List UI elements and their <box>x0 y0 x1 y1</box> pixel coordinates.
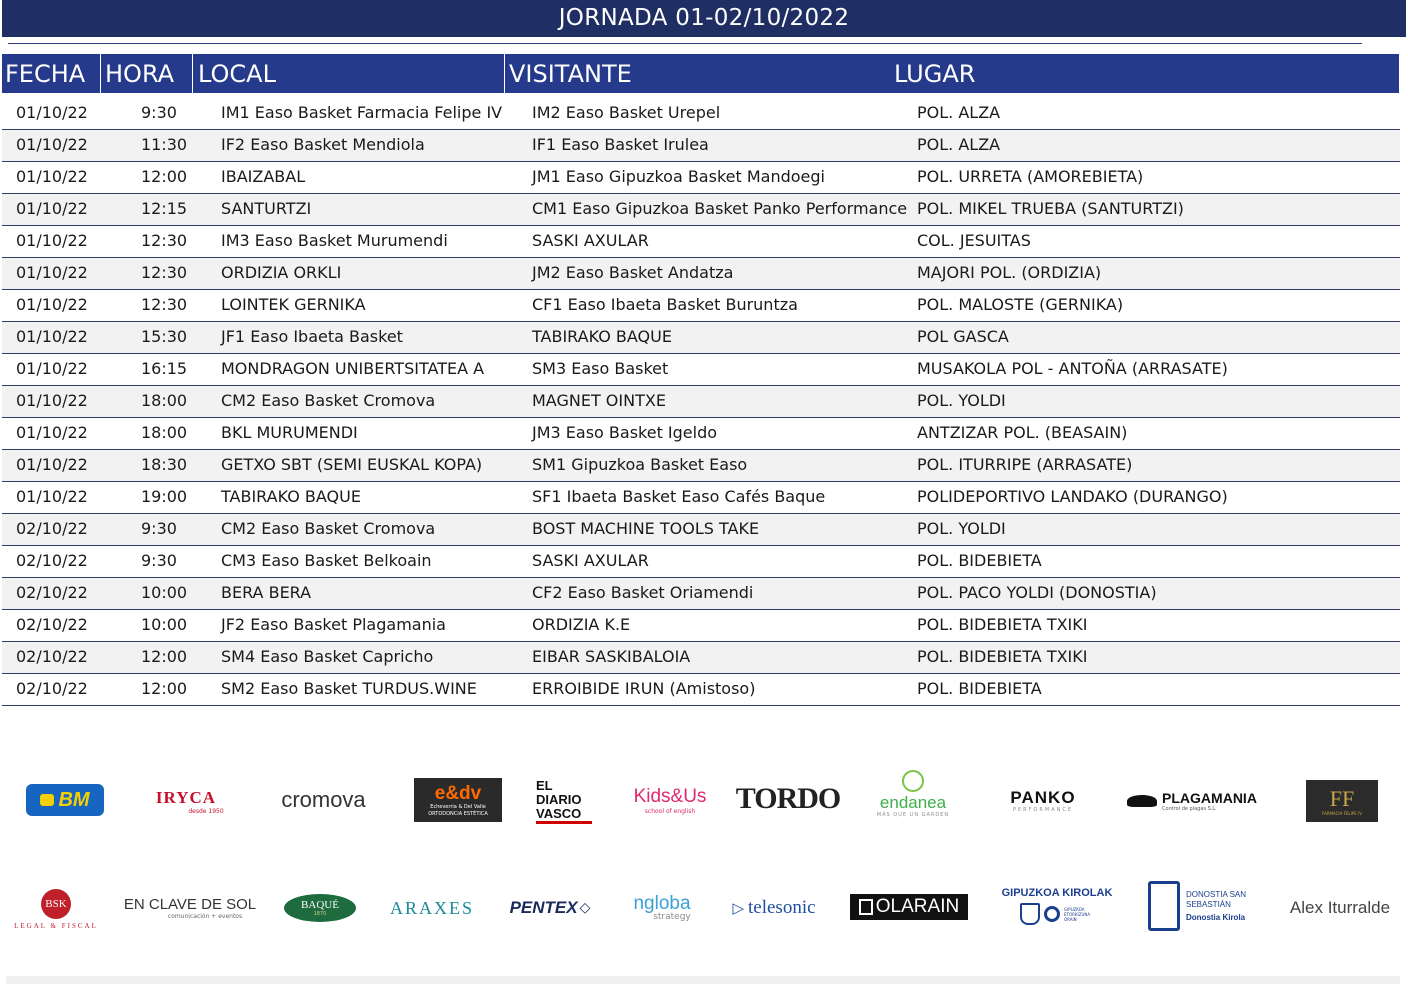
table-row <box>2 642 1400 674</box>
fecha-cell: 02/10/22 <box>16 615 88 634</box>
fecha-cell: 01/10/22 <box>16 231 88 250</box>
visitante-cell: CM1 Easo Gipuzkoa Basket Panko Performance <box>532 199 908 218</box>
fecha-cell: 01/10/22 <box>16 455 88 474</box>
lugar-cell: POL. BIDEBIETA <box>917 551 1042 570</box>
tordo-logo: TORDO <box>735 782 841 815</box>
hora-cell: 12:00 <box>141 167 188 186</box>
hora-cell: 9:30 <box>141 551 177 570</box>
table-row <box>2 290 1400 322</box>
lugar-cell: POL. BIDEBIETA <box>917 679 1042 698</box>
hora-cell: 16:15 <box>141 359 188 378</box>
lugar-cell: POL. MIKEL TRUEBA (SANTURTZI) <box>917 199 1184 218</box>
table-row <box>2 418 1400 450</box>
local-cell: SM4 Easo Basket Capricho <box>221 647 434 666</box>
header-divider <box>504 54 505 93</box>
page-title: JORNADA 01-02/10/2022 <box>2 0 1406 37</box>
fecha-cell: 02/10/22 <box>16 647 88 666</box>
hora-cell: 12:00 <box>141 679 188 698</box>
plagamania-icon <box>1127 795 1157 807</box>
lugar-cell: ANTZIZAR POL. (BEASAIN) <box>917 423 1128 442</box>
telesonic-logo: ▷ telesonic <box>732 897 816 918</box>
fecha-cell: 02/10/22 <box>16 519 88 538</box>
olarain-icon <box>859 899 873 915</box>
visitante-cell: IM2 Easo Basket Urepel <box>532 103 721 122</box>
local-cell: CM2 Easo Basket Cromova <box>221 519 436 538</box>
local-cell: SANTURTZI <box>221 199 312 218</box>
local-cell: TABIRAKO BAQUE <box>221 487 361 506</box>
hora-cell: 12:30 <box>141 231 188 250</box>
table-row <box>2 98 1400 130</box>
local-cell: MONDRAGON UNIBERTSITATEA A <box>221 359 485 378</box>
lugar-cell: POL GASCA <box>917 327 1009 346</box>
farmacia-logo: FF FARMACIA FELIPE IV <box>1306 780 1378 822</box>
plagamania-logo: PLAGAMANIA Control de plagas S.L. <box>1122 786 1262 816</box>
fecha-cell: 01/10/22 <box>16 103 88 122</box>
local-cell: BKL MURUMENDI <box>221 423 358 442</box>
table-row <box>2 674 1400 706</box>
kids-us-logo: Kids&Us school of english <box>633 785 707 815</box>
table-row <box>2 386 1400 418</box>
hora-cell: 12:15 <box>141 199 188 218</box>
table-row <box>2 162 1400 194</box>
fecha-cell: 01/10/22 <box>16 327 88 346</box>
local-cell: IF2 Easo Basket Mendiola <box>221 135 425 154</box>
table-row <box>2 322 1400 354</box>
hora-cell: 15:30 <box>141 327 188 346</box>
table-row <box>2 610 1400 642</box>
en-clave-de-sol-logo: EN CLAVE DE SOL comunicación + eventos <box>123 895 257 920</box>
local-cell: JF1 Easo Ibaeta Basket <box>221 327 403 346</box>
play-icon: ▷ <box>732 899 744 917</box>
diario-vasco-logo: EL DIARIO VASCO <box>534 776 594 826</box>
fecha-cell: 01/10/22 <box>16 487 88 506</box>
table-row <box>2 514 1400 546</box>
fecha-cell: 02/10/22 <box>16 679 88 698</box>
fecha-cell: 01/10/22 <box>16 359 88 378</box>
visitante-cell: CF1 Easo Ibaeta Basket Buruntza <box>532 295 798 314</box>
header-lugar: LUGAR <box>894 60 976 88</box>
local-cell: CM2 Easo Basket Cromova <box>221 391 436 410</box>
fecha-cell: 02/10/22 <box>16 583 88 602</box>
local-cell: ORDIZIA ORKLI <box>221 263 342 282</box>
fecha-cell: 01/10/22 <box>16 199 88 218</box>
hora-cell: 12:30 <box>141 295 188 314</box>
fecha-cell: 01/10/22 <box>16 295 88 314</box>
match-table-body <box>2 98 1400 706</box>
hora-cell: 9:30 <box>141 519 177 538</box>
sponsors-panel <box>6 714 1400 984</box>
hora-cell: 18:00 <box>141 391 188 410</box>
fecha-cell: 01/10/22 <box>16 135 88 154</box>
lugar-cell: POL. URRETA (AMOREBIETA) <box>917 167 1144 186</box>
table-row <box>2 130 1400 162</box>
hora-cell: 18:00 <box>141 423 188 442</box>
lugar-cell: POL. BIDEBIETA TXIKI <box>917 615 1088 634</box>
donostia-kirola-logo: DONOSTIA SAN SEBASTIÁN Donostia Kirola <box>1146 878 1262 934</box>
local-cell: IM3 Easo Basket Murumendi <box>221 231 448 250</box>
visitante-cell: SM1 Gipuzkoa Basket Easo <box>532 455 748 474</box>
title-divider <box>8 43 1362 44</box>
visitante-cell: SASKI AXULAR <box>532 551 649 570</box>
bm-icon <box>40 794 54 806</box>
table-row <box>2 482 1400 514</box>
visitante-cell: ERROIBIDE IRUN (Amistoso) <box>532 679 756 698</box>
lugar-cell: COL. JESUITAS <box>917 231 1031 250</box>
local-cell: IM1 Easo Basket Farmacia Felipe IV <box>221 103 503 122</box>
fecha-cell: 01/10/22 <box>16 423 88 442</box>
baque-logo: BAQUÉ 1870 <box>284 894 356 922</box>
fecha-cell: 01/10/22 <box>16 391 88 410</box>
lugar-cell: POL. MALOSTE (GERNIKA) <box>917 295 1124 314</box>
fecha-cell: 01/10/22 <box>16 263 88 282</box>
visitante-cell: EIBAR SASKIBALOIA <box>532 647 691 666</box>
hora-cell: 10:00 <box>141 615 188 634</box>
araxes-logo: ARAXES <box>389 897 474 918</box>
iryca-logo: IRYCA desde 1950 <box>155 787 224 815</box>
local-cell: SM2 Easo Basket TURDUS.WINE <box>221 679 477 698</box>
bsk-logo: BSK LEGAL & FISCAL <box>8 886 104 932</box>
header-local: LOCAL <box>198 60 276 88</box>
lugar-cell: POL. PACO YOLDI (DONOSTIA) <box>917 583 1157 602</box>
table-row <box>2 546 1400 578</box>
visitante-cell: JM1 Easo Gipuzkoa Basket Mandoegi <box>532 167 825 186</box>
shield-icon <box>1020 903 1040 925</box>
header-divider <box>100 54 101 93</box>
header-divider <box>192 54 193 93</box>
lugar-cell: POL. ALZA <box>917 103 1001 122</box>
visitante-cell: JM3 Easo Basket Igeldo <box>532 423 718 442</box>
visitante-cell: SASKI AXULAR <box>532 231 649 250</box>
local-cell: LOINTEK GERNIKA <box>221 295 366 314</box>
header-visitante: VISITANTE <box>509 60 632 88</box>
bm-logo: BM <box>26 784 104 816</box>
visitante-cell: CF2 Easo Basket Oriamendi <box>532 583 754 602</box>
lugar-cell: POL. YOLDI <box>917 391 1006 410</box>
visitante-cell: SF1 Ibaeta Basket Easo Cafés Baque <box>532 487 826 506</box>
panko-logo: PANKO PERFORMANCE <box>1010 788 1076 813</box>
cromova-logo: cromova <box>281 787 366 812</box>
endanea-logo: endanea MÁS QUE UN GARDEN <box>868 766 958 822</box>
local-cell: GETXO SBT (SEMI EUSKAL KOPA) <box>221 455 483 474</box>
header-fecha: FECHA <box>5 60 86 88</box>
lugar-cell: POL. ITURRIPE (ARRASATE) <box>917 455 1133 474</box>
visitante-cell: JM2 Easo Basket Andatza <box>532 263 734 282</box>
pentex-logo: PENTEX ◇ <box>509 898 591 917</box>
visitante-cell: ORDIZIA K.E <box>532 615 631 634</box>
hora-cell: 9:30 <box>141 103 177 122</box>
table-row <box>2 194 1400 226</box>
lugar-cell: MUSAKOLA POL - ANTOÑA (ARRASATE) <box>917 359 1228 378</box>
local-cell: CM3 Easo Basket Belkoain <box>221 551 432 570</box>
local-cell: JF2 Easo Basket Plagamania <box>221 615 446 634</box>
gipuzkoa-kirolak-logo: GIPUZKOA KIROLAK GIPUZKOA ETORKIZUNA ORAIN <box>1002 882 1112 930</box>
visitante-cell: BOST MACHINE TOOLS TAKE <box>532 519 760 538</box>
fecha-cell: 02/10/22 <box>16 551 88 570</box>
visitante-cell: MAGNET OINTXE <box>532 391 666 410</box>
ngloba-logo: ngloba strategy <box>633 893 691 922</box>
hora-cell: 18:30 <box>141 455 188 474</box>
fecha-cell: 01/10/22 <box>16 167 88 186</box>
lugar-cell: POLIDEPORTIVO LANDAKO (DURANGO) <box>917 487 1228 506</box>
table-row <box>2 354 1400 386</box>
g-icon <box>1044 906 1060 922</box>
endanea-icon <box>902 770 924 792</box>
lugar-cell: POL. YOLDI <box>917 519 1006 538</box>
table-row <box>2 258 1400 290</box>
hora-cell: 12:00 <box>141 647 188 666</box>
hora-cell: 11:30 <box>141 135 188 154</box>
hora-cell: 10:00 <box>141 583 188 602</box>
visitante-cell: IF1 Easo Basket Irulea <box>532 135 709 154</box>
local-cell: BERA BERA <box>221 583 312 602</box>
pentex-arrow-icon: ◇ <box>579 900 591 916</box>
table-row <box>2 450 1400 482</box>
olarain-logo: OLARAIN <box>850 894 968 920</box>
header-hora: HORA <box>105 60 175 88</box>
lugar-cell: MAJORI POL. (ORDIZIA) <box>917 263 1102 282</box>
local-cell: IBAIZABAL <box>221 167 306 186</box>
hora-cell: 19:00 <box>141 487 188 506</box>
alex-iturralde-logo: Alex Iturralde <box>1289 898 1391 917</box>
visitante-cell: SM3 Easo Basket <box>532 359 669 378</box>
table-row <box>2 226 1400 258</box>
visitante-cell: TABIRAKO BAQUE <box>532 327 672 346</box>
table-row <box>2 578 1400 610</box>
lugar-cell: POL. BIDEBIETA TXIKI <box>917 647 1088 666</box>
crest-icon <box>1148 881 1180 931</box>
hora-cell: 12:30 <box>141 263 188 282</box>
table-header <box>2 54 1399 93</box>
lugar-cell: POL. ALZA <box>917 135 1001 154</box>
edv-logo: e&dv Echeverria & Del Valle ORTODONCIA ESTÉTICA <box>414 778 502 822</box>
